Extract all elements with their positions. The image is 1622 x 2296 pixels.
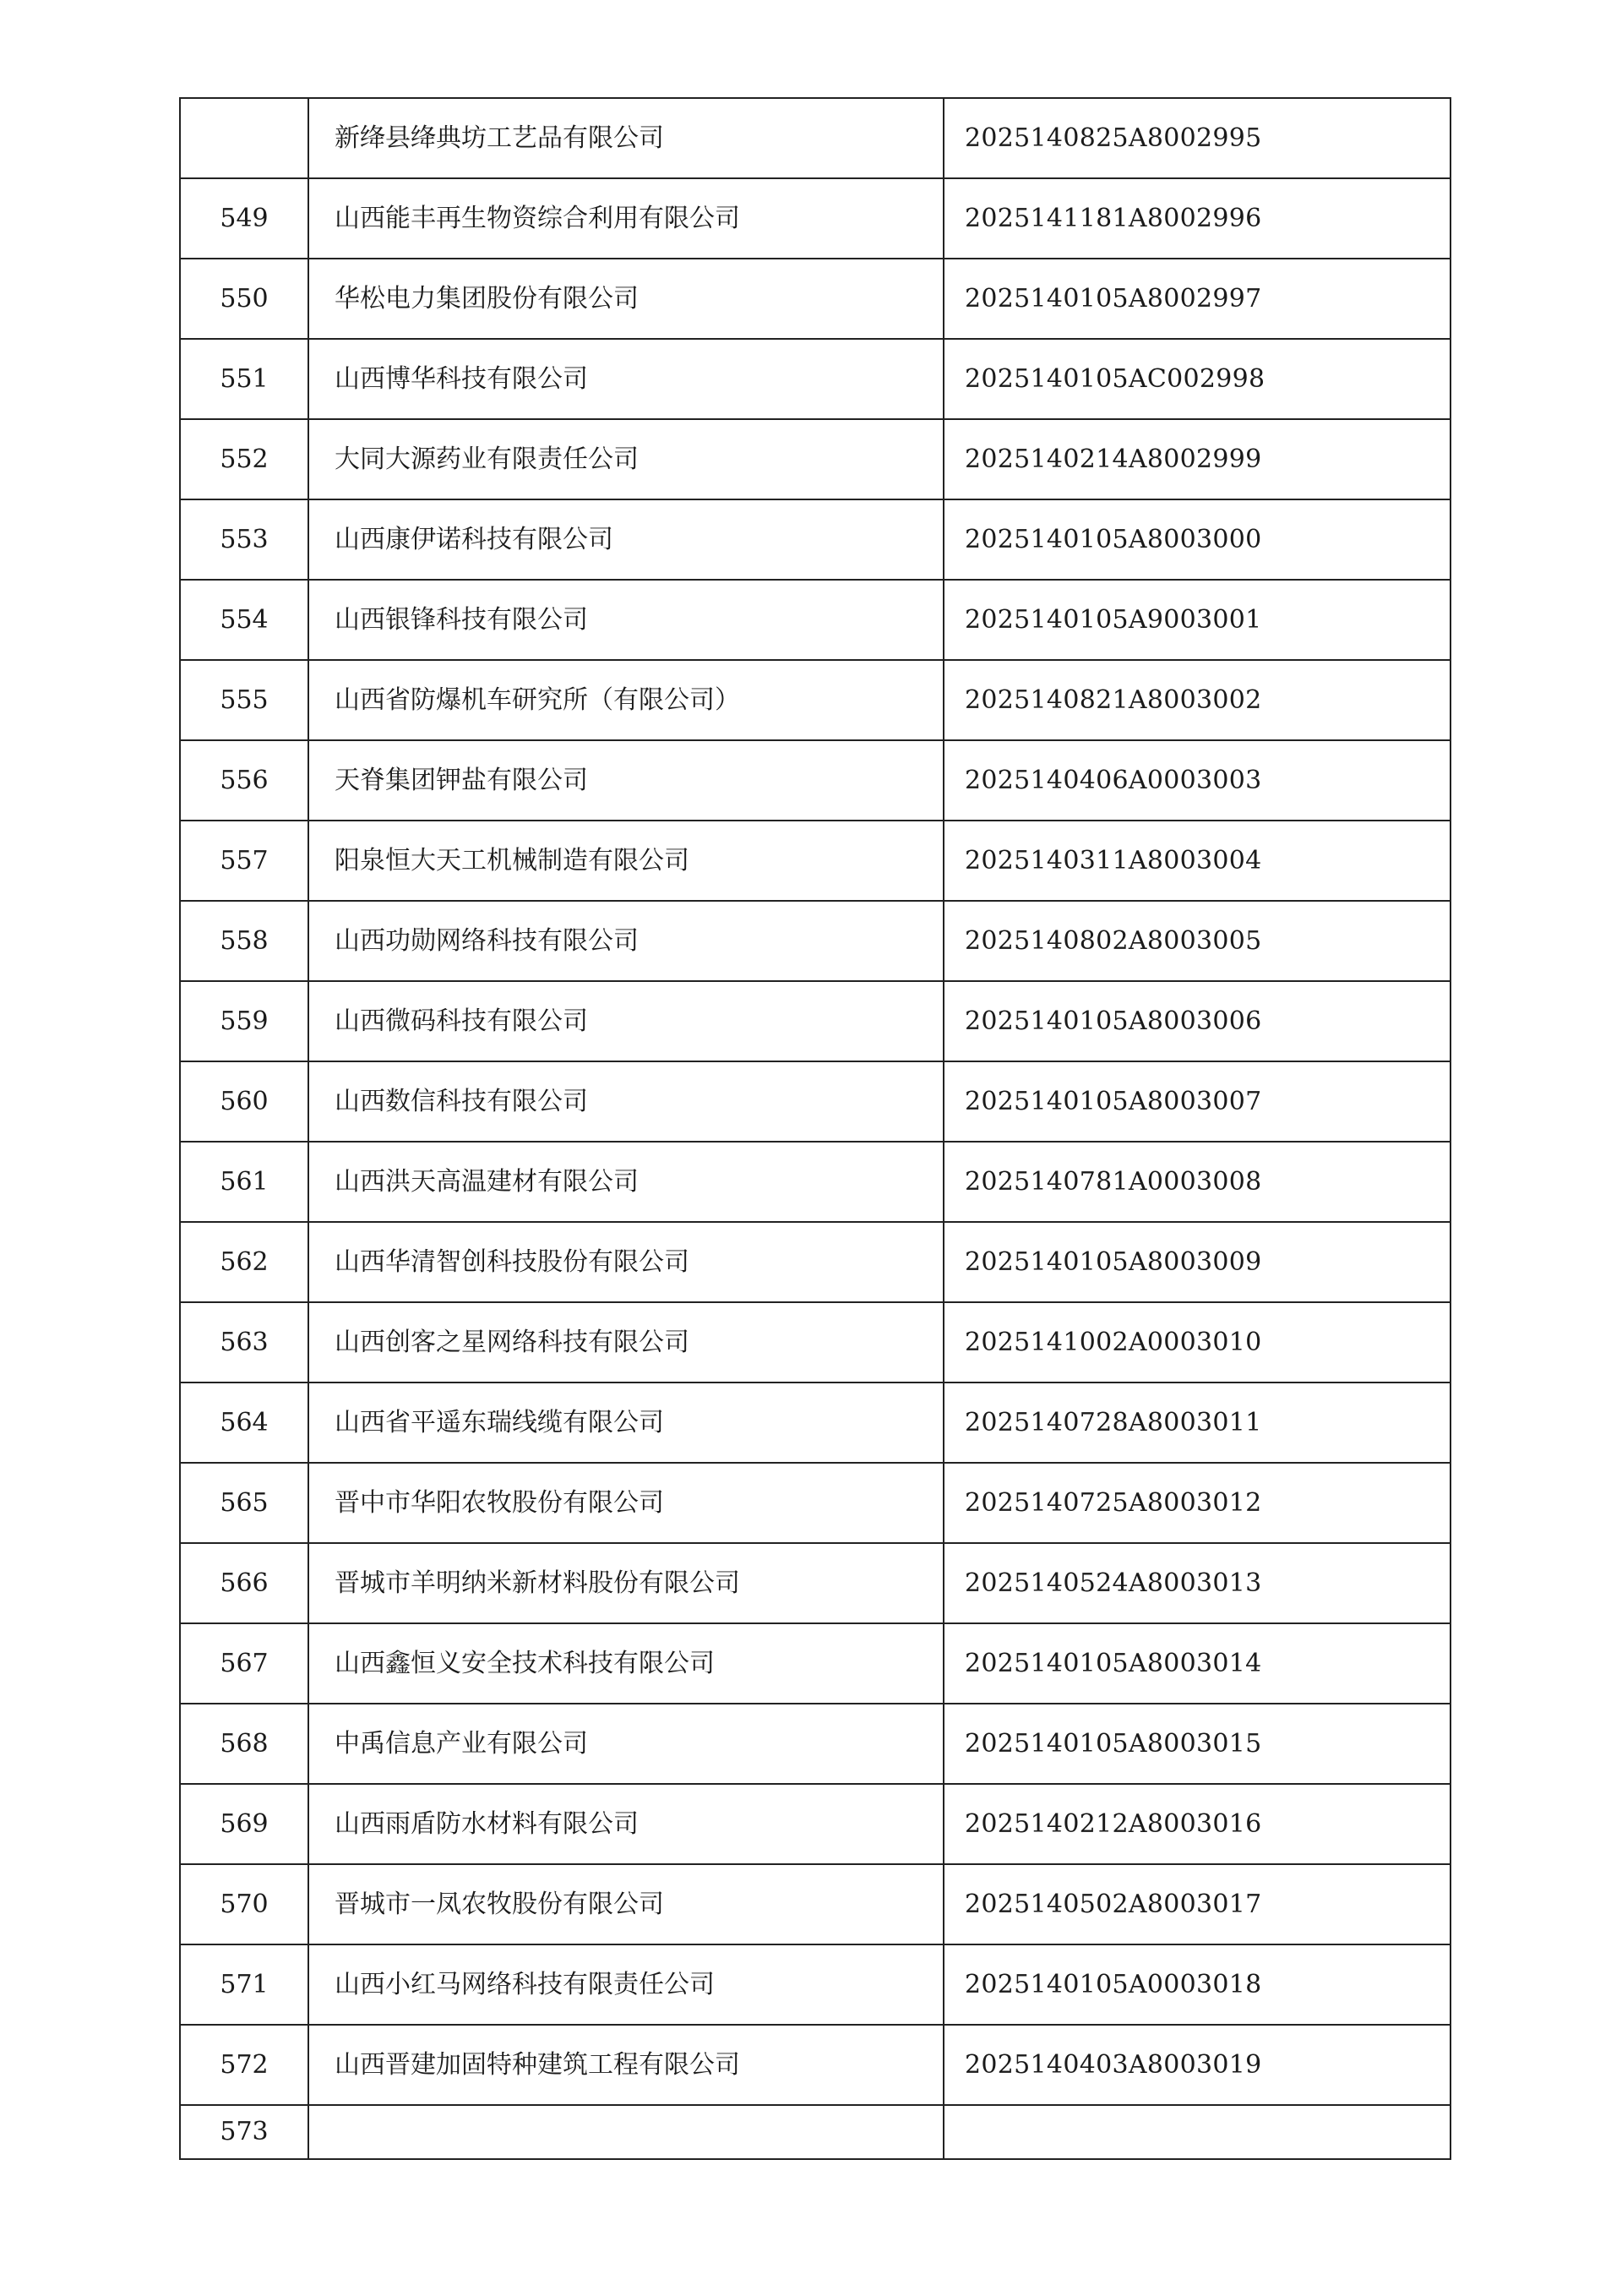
registration-code: 2025140214A8002999 — [944, 419, 1451, 499]
registration-code: 2025140105A8003015 — [944, 1704, 1451, 1784]
registration-code: 2025140212A8003016 — [944, 1784, 1451, 1864]
company-name: 大同大源药业有限责任公司 — [308, 419, 944, 499]
table-row — [180, 1061, 1451, 1142]
row-number: 550 — [180, 259, 308, 339]
registration-code: 2025141002A0003010 — [944, 1302, 1451, 1383]
row-number: 572 — [180, 2025, 308, 2105]
row-number: 563 — [180, 1302, 308, 1383]
company-name: 山西省防爆机车研究所（有限公司） — [308, 660, 944, 740]
table-row — [180, 580, 1451, 660]
company-name: 山西晋建加固特种建筑工程有限公司 — [308, 2025, 944, 2105]
row-number: 568 — [180, 1704, 308, 1784]
company-name: 华松电力集团股份有限公司 — [308, 259, 944, 339]
table-row — [180, 1543, 1451, 1623]
company-name: 山西数信科技有限公司 — [308, 1061, 944, 1142]
registration-code: 2025140105A8003007 — [944, 1061, 1451, 1142]
table-row — [180, 1302, 1451, 1383]
company-name: 山西康伊诺科技有限公司 — [308, 499, 944, 580]
company-name: 新绛县绛典坊工艺品有限公司 — [308, 98, 944, 178]
registration-code: 2025140728A8003011 — [944, 1383, 1451, 1463]
table-row — [180, 1142, 1451, 1222]
row-number: 562 — [180, 1222, 308, 1302]
row-number: 558 — [180, 901, 308, 981]
company-name: 中禹信息产业有限公司 — [308, 1704, 944, 1784]
table-row — [180, 1623, 1451, 1704]
registration-code: 2025140825A8002995 — [944, 98, 1451, 178]
row-number: 557 — [180, 821, 308, 901]
row-number: 549 — [180, 178, 308, 259]
table-row — [180, 339, 1451, 419]
row-number: 569 — [180, 1784, 308, 1864]
table-row — [180, 1383, 1451, 1463]
table-row — [180, 98, 1451, 178]
row-number: 564 — [180, 1383, 308, 1463]
company-name: 山西雨盾防水材料有限公司 — [308, 1784, 944, 1864]
company-name: 山西银锋科技有限公司 — [308, 580, 944, 660]
row-number: 552 — [180, 419, 308, 499]
company-name: 天脊集团钾盐有限公司 — [308, 740, 944, 821]
row-number: 573 — [180, 2105, 308, 2159]
row-number: 551 — [180, 339, 308, 419]
registration-code: 2025141181A8002996 — [944, 178, 1451, 259]
company-name: 山西省平遥东瑞线缆有限公司 — [308, 1383, 944, 1463]
registration-code: 2025140502A8003017 — [944, 1864, 1451, 1944]
table-row — [180, 1463, 1451, 1543]
row-number: 567 — [180, 1623, 308, 1704]
row-number: 560 — [180, 1061, 308, 1142]
company-name: 晋城市羊明纳米新材料股份有限公司 — [308, 1543, 944, 1623]
registration-code: 2025140105A0003018 — [944, 1944, 1451, 2025]
table-row — [180, 1222, 1451, 1302]
row-number: 559 — [180, 981, 308, 1061]
row-number: 561 — [180, 1142, 308, 1222]
registration-code: 2025140105AC002998 — [944, 339, 1451, 419]
company-name: 晋城市一凤农牧股份有限公司 — [308, 1864, 944, 1944]
table-row — [180, 821, 1451, 901]
table-row — [180, 178, 1451, 259]
company-name — [308, 2105, 944, 2159]
registration-code: 2025140802A8003005 — [944, 901, 1451, 981]
company-name: 山西微码科技有限公司 — [308, 981, 944, 1061]
table-row — [180, 499, 1451, 580]
row-number: 570 — [180, 1864, 308, 1944]
table-row — [180, 1864, 1451, 1944]
company-name: 山西华清智创科技股份有限公司 — [308, 1222, 944, 1302]
company-name: 山西博华科技有限公司 — [308, 339, 944, 419]
registration-code: 2025140105A8003009 — [944, 1222, 1451, 1302]
table-row — [180, 2025, 1451, 2105]
company-name: 山西能丰再生物资综合利用有限公司 — [308, 178, 944, 259]
company-name: 晋中市华阳农牧股份有限公司 — [308, 1463, 944, 1543]
registration-code: 2025140105A8002997 — [944, 259, 1451, 339]
company-name: 山西鑫恒义安全技术科技有限公司 — [308, 1623, 944, 1704]
company-name: 阳泉恒大天工机械制造有限公司 — [308, 821, 944, 901]
row-number: 554 — [180, 580, 308, 660]
registration-code: 2025140781A0003008 — [944, 1142, 1451, 1222]
registration-code: 2025140524A8003013 — [944, 1543, 1451, 1623]
registration-code: 2025140105A8003014 — [944, 1623, 1451, 1704]
table-row — [180, 2105, 1451, 2159]
table-row — [180, 1944, 1451, 2025]
table-row — [180, 981, 1451, 1061]
registration-code: 2025140403A8003019 — [944, 2025, 1451, 2105]
registration-code: 2025140105A8003000 — [944, 499, 1451, 580]
table-row — [180, 901, 1451, 981]
company-name: 山西小红马网络科技有限责任公司 — [308, 1944, 944, 2025]
registration-code: 2025140821A8003002 — [944, 660, 1451, 740]
table-body — [180, 98, 1451, 2159]
table-row — [180, 660, 1451, 740]
registration-code: 2025140725A8003012 — [944, 1463, 1451, 1543]
row-number — [180, 98, 308, 178]
row-number: 571 — [180, 1944, 308, 2025]
row-number: 565 — [180, 1463, 308, 1543]
row-number: 555 — [180, 660, 308, 740]
row-number: 566 — [180, 1543, 308, 1623]
table-row — [180, 740, 1451, 821]
company-name: 山西创客之星网络科技有限公司 — [308, 1302, 944, 1383]
table-row — [180, 259, 1451, 339]
registration-code — [944, 2105, 1451, 2159]
table-row — [180, 1704, 1451, 1784]
enterprise-registry-table — [179, 97, 1451, 2160]
table-row — [180, 419, 1451, 499]
table-row — [180, 1784, 1451, 1864]
row-number: 553 — [180, 499, 308, 580]
registration-code: 2025140406A0003003 — [944, 740, 1451, 821]
company-name: 山西功勋网络科技有限公司 — [308, 901, 944, 981]
company-name: 山西洪天高温建材有限公司 — [308, 1142, 944, 1222]
registration-code: 2025140105A9003001 — [944, 580, 1451, 660]
registration-code: 2025140105A8003006 — [944, 981, 1451, 1061]
registration-code: 2025140311A8003004 — [944, 821, 1451, 901]
row-number: 556 — [180, 740, 308, 821]
